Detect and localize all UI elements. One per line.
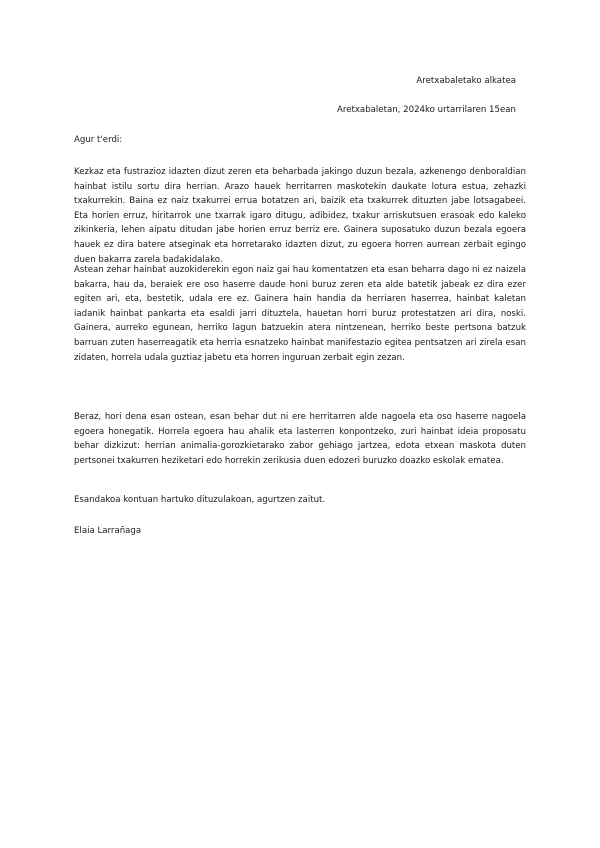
paragraph-3: Beraz, hori dena esan ostean, esan behar dut ni ere herritarren alde nagoela eta oso haserre nagoela egoera honegatik. Horrela egoera hau ahalik eta lasterren konpontzeko, zuri hainbat ideia proposatu behar dizkizut: herrian animalia-gorozkietarako zabor gehiago jartzea, edota etxean maskota duten pertsonei txakurren heziketari edo horrekin zerikusia duen edozeri buruzko doazko eskolak ematea. xyxy=(74,412,526,466)
closing: Esandakoa kontuan hartuko dituzulakoan, agurtzen zaitut. xyxy=(74,495,326,505)
addressee: Aretxabaletako alkatea xyxy=(416,76,516,86)
paragraph-2: Astean zehar hainbat auzokiderekin egon naiz gai hau komentatzen eta esan beharra dago ni ez naizela bakarra, hau da, beraiek ere oso haserre daude honi buruz zeren eta alde batetik jabeak ez dira ezer egiten ari, eta, bestetik, udala ere ez. Gainera hain handia da herriaren haserrea, hainbat kaletan iadanik hainbat pankarta eta esaldi jarri dituztela, hauetan horri buruz protestatzen ari dira, noski. Gainera, aurreko egunean, herriko lagun batzuekin atera nintzenean, herriko beste pertsona batzuk barruan zuten haserreagatik eta herria esnatzeko hainbat manifestazio egitea pentsatzen ari zirela esan zidaten, horrela udala guztiaz jabetu eta horren inguruan zerbait egin zezan. xyxy=(74,265,526,363)
paragraph-1: Kezkaz eta fustrazioz idazten dizut zeren eta beharbada jakingo duzun bezala, azkenengo denboraldian hainbat istilu sortu dira herrian. Arazo hauek herritarren maskotekin daukate lotura estua, zehazki txakurrekin. Baina ez naiz txakurrei errua botatzen ari, baizik eta txakurrek dituzten jabe lotsagabeei. Eta horien erruz, hiritarrok une txarrak igaro ditugu, adibidez, txakur arriskutsuen erasoak edo kaleko zikinkeria, lehen aipatu ditudan jabe horien erruz berriz ere. Gainera suposatuko duzun bezala egoera hauek ez dira batere atseginak eta horretarako idazten dizut, zu egoera horren aurrean zerbait egingo duen bakarra zarela badakidalako. xyxy=(74,167,526,265)
greeting: Agur t'erdi: xyxy=(74,135,123,145)
signature: Elaia Larrañaga xyxy=(74,526,142,536)
place-date: Aretxabaletan, 2024ko urtarrilaren 15ean xyxy=(336,105,516,115)
